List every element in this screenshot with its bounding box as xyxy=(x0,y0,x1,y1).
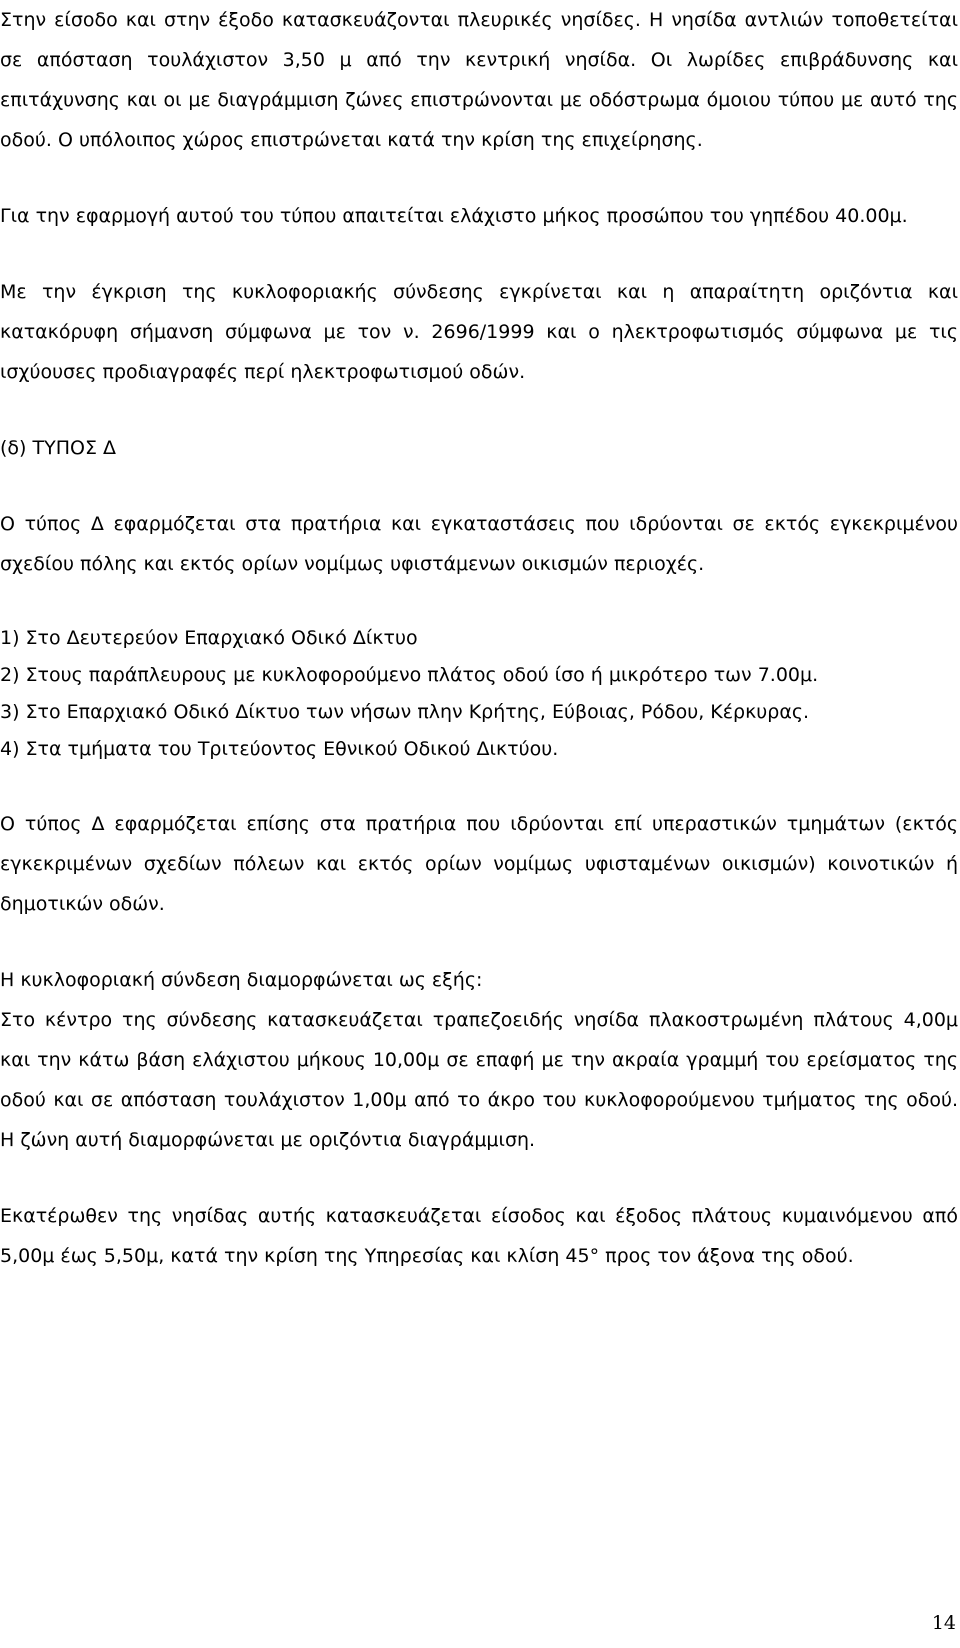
spacer xyxy=(0,768,958,804)
paragraph-trapezoid-island: Στο κέντρο της σύνδεσης κατασκευάζεται τραπεζοειδής νησίδα πλακοστρωμένη πλάτους 4,00μ και την κάτω βάση ελάχιστου μήκους 10,00μ σε επαφή με την ακραία γραμμή του ερείσματος της οδού και σε απόσταση τουλάχιστον 1,00μ από το άκρο του κυκλοφορούμενου τμήματος της οδού. Η ζώνη αυτή διαμορφώνεται με οριζόντια διαγράμμιση. xyxy=(0,1009,958,1151)
paragraph-type-d-also: Ο τύπος Δ εφαρμόζεται επίσης στα πρατήρια που ιδρύονται επί υπεραστικών τμημάτων (εκτός εγκεκριμένων σχεδίων πόλεων και εκτός ορίων νομίμως υφισταμένων οικισμών) κοινοτικών ή δημοτικών οδών. xyxy=(0,813,958,915)
list-item: 3) Στο Επαρχιακό Οδικό Δίκτυο των νήσων πλην Κρήτης, Εύβοιας, Ρόδου, Κέρκυρας. xyxy=(0,701,810,723)
spacer xyxy=(0,236,958,272)
list-item: 2) Στους παράπλευρους με κυκλοφορούμενο πλάτος οδού ίσο ή μικρότερο των 7.00μ. xyxy=(0,664,819,686)
spacer xyxy=(0,392,958,428)
paragraph-connection-intro: Η κυκλοφοριακή σύνδεση διαμορφώνεται ως εξής: xyxy=(0,969,483,991)
spacer xyxy=(0,584,958,620)
paragraph-entrance-exit: Εκατέρωθεν της νησίδας αυτής κατασκευάζεται είσοδος και έξοδος πλάτους κυμαινόμενου από 5,00μ έως 5,50μ, κατά την κρίση της Υπηρεσίας και κλίση 45° προς τον άξονα της οδού. xyxy=(0,1205,958,1267)
spacer xyxy=(0,1160,958,1196)
paragraph-signage-approval: Με την έγκριση της κυκλοφοριακής σύνδεσης εγκρίνεται και η απαραίτητη οριζόντια και κατακόρυφη σήμανση σύμφωνα με τον ν. 2696/1999 και ο ηλεκτροφωτισμός σύμφωνα με τις ισχύουσες προδιαγραφές περί ηλεκτροφωτισμού οδών. xyxy=(0,281,958,383)
list-item: 1) Στο Δευτερεύον Επαρχιακό Οδικό Δίκτυο xyxy=(0,627,418,649)
spacer xyxy=(0,468,958,504)
list-item: 4) Στα τμήματα του Τριτεύοντος Εθνικού Οδικού Δικτύου. xyxy=(0,738,559,760)
paragraph-type-d-scope: Ο τύπος Δ εφαρμόζεται στα πρατήρια και εγκαταστάσεις που ιδρύονται σε εκτός εγκεκριμένου σχεδίου πόλης και εκτός ορίων νομίμως υφιστάμενων οικισμών περιοχές. xyxy=(0,513,958,575)
spacer xyxy=(0,924,958,960)
page-number: 14 xyxy=(931,1612,956,1634)
section-heading-type-d: (δ) ΤΥΠΟΣ Δ xyxy=(0,437,116,459)
spacer xyxy=(0,160,958,196)
paragraph-min-frontage: Για την εφαρμογή αυτού του τύπου απαιτείται ελάχιστο μήκος προσώπου του γηπέδου 40.00μ. xyxy=(0,205,908,227)
paragraph-side-islands: Στην είσοδο και στην έξοδο κατασκευάζονται πλευρικές νησίδες. Η νησίδα αντλιών τοποθετείται σε απόσταση τουλάχιστον 3,50 μ από την κεντρική νησίδα. Οι λωρίδες επιβράδυνσης και επιτάχυνσης και οι με διαγράμμιση ζώνες επιστρώνονται με οδόστρωμα όμοιου τύπου με αυτό της οδού. Ο υπόλοιπος χώρος επιστρώνεται κατά την κρίση της επιχείρησης. xyxy=(0,9,958,151)
road-network-list xyxy=(0,620,958,768)
